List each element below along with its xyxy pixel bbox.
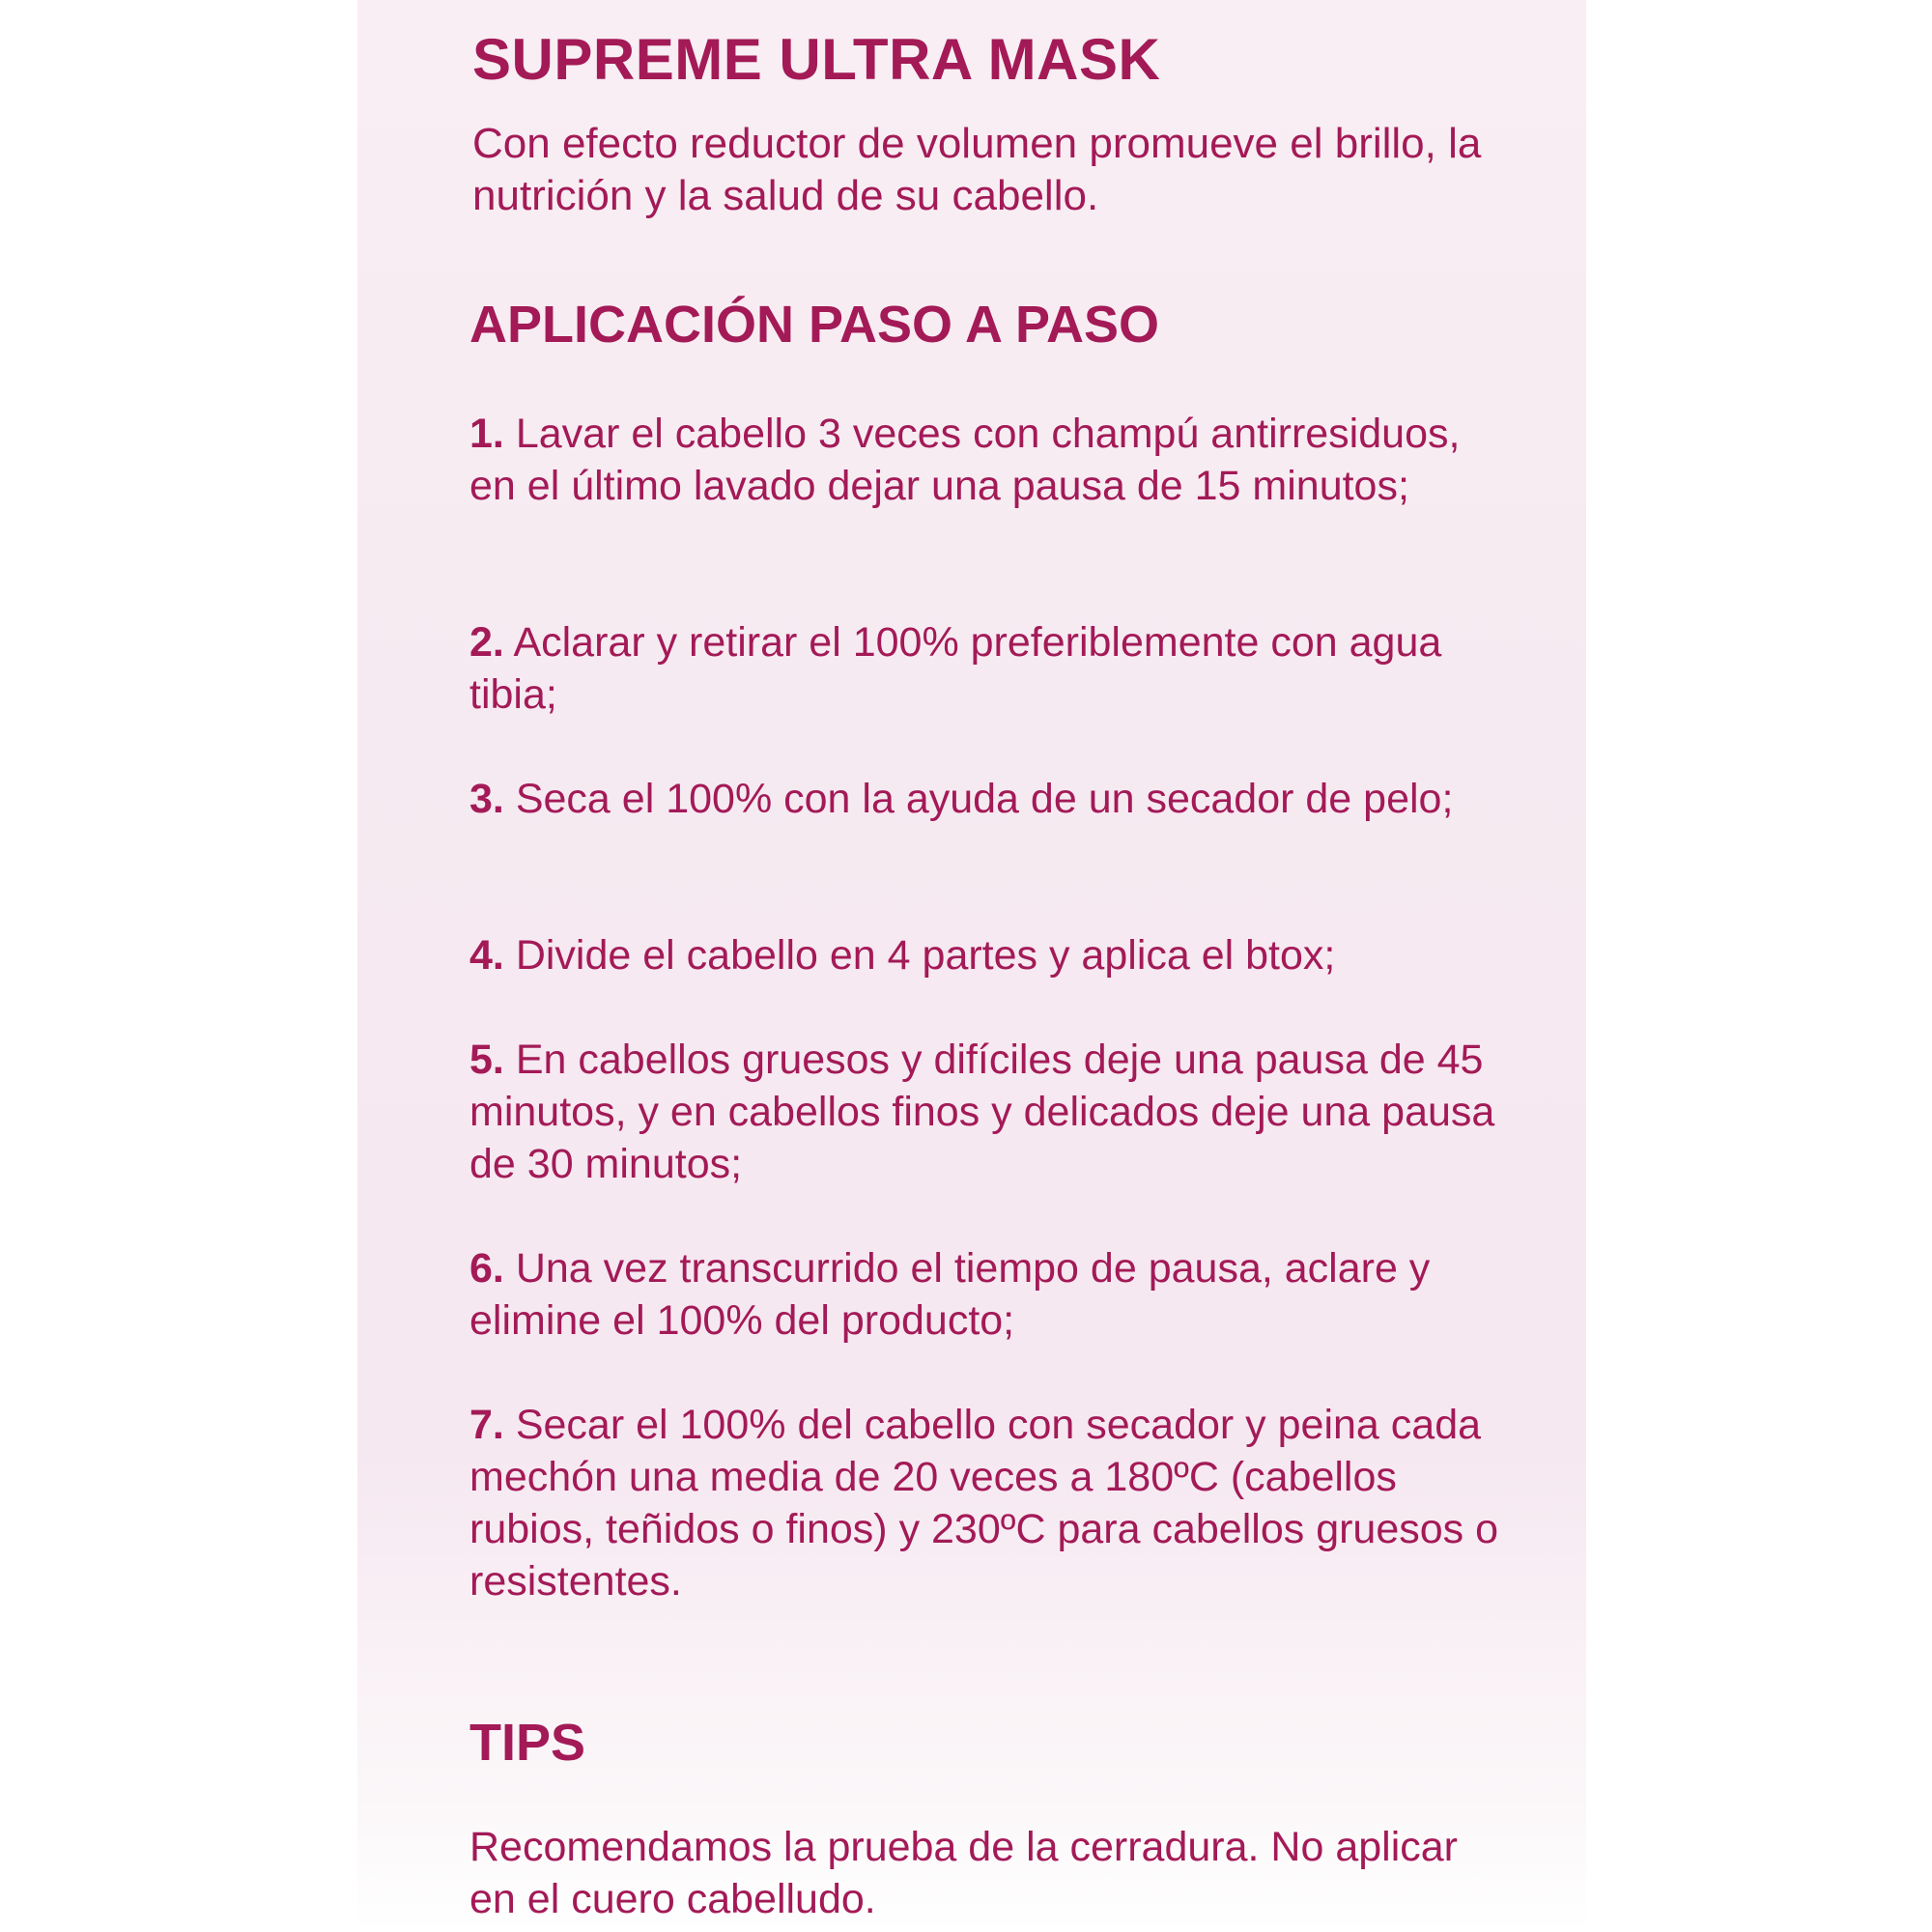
step-1 xyxy=(469,408,1518,512)
step-4 xyxy=(469,929,1518,981)
step-3 xyxy=(469,773,1518,825)
product-title: SUPREME ULTRA MASK xyxy=(472,27,1161,92)
step-number: 5. xyxy=(469,1037,504,1083)
step-number: 4. xyxy=(469,932,504,979)
step-text: En cabellos gruesos y difíciles deje una pausa de 45 minutos, y en cabellos finos y delicados deje una pausa de 30 minutos; xyxy=(469,1037,1495,1187)
step-text: Divide el cabello en 4 partes y aplica el btox; xyxy=(515,932,1336,979)
step-text: Secar el 100% del cabello con secador y peina cada mechón una media de 20 veces a 180ºC (cabellos rubios, teñidos o finos) y 230ºC para cabellos gruesos o resistentes. xyxy=(469,1402,1499,1605)
step-7 xyxy=(469,1399,1518,1607)
step-text: Aclarar y retirar el 100% preferiblemente con agua tibia; xyxy=(469,619,1442,718)
step-text: Una vez transcurrido el tiempo de pausa, aclare y elimine el 100% del producto; xyxy=(469,1245,1431,1344)
step-number: 2. xyxy=(469,619,504,666)
step-number: 3. xyxy=(469,776,504,822)
step-number: 1. xyxy=(469,411,504,457)
step-number: 6. xyxy=(469,1245,504,1292)
step-6 xyxy=(469,1242,1518,1347)
step-text: Seca el 100% con la ayuda de un secador de pelo; xyxy=(515,776,1454,822)
product-description: Con efecto reductor de volumen promueve el brillo, la nutrición y la salud de su cabello. xyxy=(472,120,1482,219)
step-5 xyxy=(469,1034,1518,1190)
step-2 xyxy=(469,616,1518,721)
tips-text: Recomendamos la prueba de la cerradura. No aplicar en el cuero cabelludo. xyxy=(469,1824,1458,1922)
step-text: Lavar el cabello 3 veces con champú antirresiduos, en el último lavado dejar una pausa de 15 minutos; xyxy=(469,411,1461,509)
step-number: 7. xyxy=(469,1402,504,1448)
tips-heading: TIPS xyxy=(469,1714,586,1772)
application-heading: APLICACIÓN PASO A PASO xyxy=(469,296,1160,354)
